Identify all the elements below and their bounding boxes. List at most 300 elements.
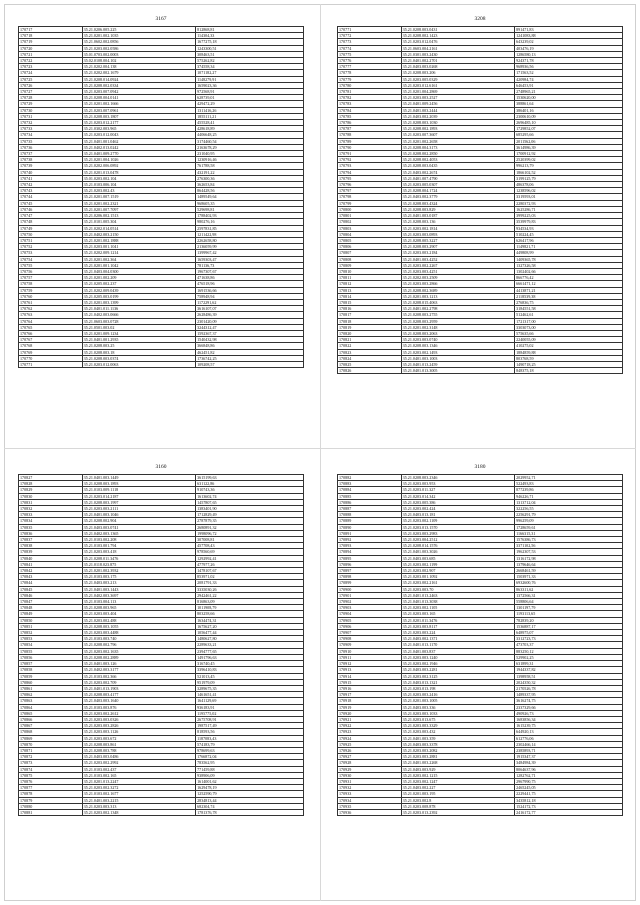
row-id-cell: 170899 [338, 580, 402, 586]
value-cell: 276836,75 [515, 299, 623, 305]
row-id-cell: 170926 [338, 747, 402, 753]
code-cell: 35.21.0208.002.4053 [401, 157, 514, 163]
value-cell: 574183,79 [196, 741, 304, 747]
code-cell: 35.21.0203.003.2826 [82, 723, 195, 729]
row-id-cell: 170909 [338, 642, 402, 648]
code-cell: 35.21.0208.003.1346 [401, 343, 514, 349]
code-cell: 35.21.0103.002.165 [82, 772, 195, 778]
row-id-cell: 170847 [19, 599, 83, 605]
row-id-cell: 170822 [338, 343, 402, 349]
value-cell: 1788402,93 [196, 213, 304, 219]
row-id-cell: 170889 [338, 518, 402, 524]
code-cell: 35.21.0101.005.304 [82, 219, 195, 225]
value-cell: 2280372,93 [515, 200, 623, 206]
value-cell: 848375,18 [515, 368, 623, 374]
value-cell: 3484984,39 [515, 760, 623, 766]
row-id-cell: 170787 [338, 126, 402, 132]
value-cell: 758948,94 [196, 293, 304, 299]
row-id-cell: 170886 [338, 499, 402, 505]
code-cell: 35.21.0203.002.0586 [82, 45, 195, 51]
row-id-cell: 170799 [338, 200, 402, 206]
code-cell: 35.21.0403.003.0268 [401, 64, 514, 70]
value-cell: 6932600,76 [515, 580, 623, 586]
value-cell: 782839,20 [515, 617, 623, 623]
row-id-cell: 170761 [19, 299, 83, 305]
value-cell: 1536887,17 [515, 623, 623, 629]
row-id-cell: 170755 [19, 262, 83, 268]
row-id-cell: 170810 [338, 268, 402, 274]
value-cell: 3539979,83 [515, 219, 623, 225]
row-id-cell: 170801 [338, 213, 402, 219]
code-cell: 35.21.0203.003.4251 [401, 268, 514, 274]
value-cell: 529698,81 [196, 206, 304, 212]
code-cell: 35.21.0203.002.1215 [401, 772, 514, 778]
row-id-cell: 170911 [338, 654, 402, 660]
code-cell: 35.21.0201.011.3476 [401, 617, 514, 623]
row-id-cell: 170932 [338, 785, 402, 791]
code-cell: 35.21.0203.003.432 [401, 729, 514, 735]
code-cell: 35.21.0208.014.1576 [401, 543, 514, 549]
value-cell: 471638,86 [196, 275, 304, 281]
value-cell: 1491796,63 [196, 654, 304, 660]
row-id-cell: 170859 [19, 673, 83, 679]
code-cell: 35.21.0203.003.8117 [401, 623, 514, 629]
table-row [19, 361, 304, 367]
row-id-cell: 170902 [338, 599, 402, 605]
value-cell: 2240055,09 [515, 337, 623, 343]
row-id-cell: 170728 [19, 95, 83, 101]
code-cell: 35.21.0203.002.43 [82, 188, 195, 194]
value-cell: 1524172,73 [515, 803, 623, 809]
code-cell: 35.21.0201.002.1888 [82, 237, 195, 243]
row-id-cell: 170829 [19, 487, 83, 493]
row-id-cell: 170779 [338, 76, 402, 82]
code-cell: 35.21.0603.004.2161 [401, 45, 514, 51]
row-id-cell: 170730 [19, 107, 83, 113]
code-cell: 35.21.0402.003.2150 [82, 231, 195, 237]
value-cell: 529902,25 [515, 654, 623, 660]
data-table [18, 474, 304, 816]
value-cell: 803258,66 [196, 611, 304, 617]
code-cell: 35.21.0401.009.2770 [82, 151, 195, 157]
row-id-cell: 170848 [19, 605, 83, 611]
row-id-cell: 170857 [19, 661, 83, 667]
row-id-cell: 170925 [338, 741, 402, 747]
code-cell: 35.21.0203.013.675 [401, 716, 514, 722]
value-cell: 924371,78 [515, 58, 623, 64]
row-id-cell: 170723 [19, 64, 83, 70]
code-cell: 35.21.0402.003.0666 [82, 312, 195, 318]
code-cell: 35.21.0401.003.1443 [82, 586, 195, 592]
value-cell: 4406648,25 [196, 132, 304, 138]
value-cell: 2675708,91 [196, 716, 304, 722]
code-cell: 35.21.0203.002.1105 [401, 605, 514, 611]
value-cell: 1311416,26 [196, 107, 304, 113]
code-cell: 35.21.0302.003.965 [82, 126, 195, 132]
value-cell: 410275,02 [515, 343, 623, 349]
code-cell: 35.21.0201.002.1035 [82, 33, 195, 39]
row-id-cell: 170896 [338, 561, 402, 567]
code-cell: 35.21.0203.003.672 [82, 735, 195, 741]
code-cell: 35.21.0401.003.1449 [82, 475, 195, 481]
row-id-cell: 170740 [19, 169, 83, 175]
code-cell: 35.21.0206.005.225 [82, 27, 195, 33]
row-id-cell: 170806 [338, 244, 402, 250]
value-cell: 2081791,33 [196, 580, 304, 586]
code-cell: 35.21.0208.003.206 [401, 70, 514, 76]
value-cell: 1490718,25 [515, 361, 623, 367]
value-cell: 2748965,21 [515, 89, 623, 95]
code-cell: 35.21.0103.002.437 [82, 766, 195, 772]
row-id-cell: 170920 [338, 710, 402, 716]
code-cell: 35.21.0201.002.3148 [401, 324, 514, 330]
row-id-cell: 170816 [338, 306, 402, 312]
row-id-cell: 170851 [19, 623, 83, 629]
row-id-cell: 170750 [19, 231, 83, 237]
value-cell: 1252590,79 [196, 791, 304, 797]
value-cell: 771459,88 [196, 766, 304, 772]
value-cell: 1302402,66 [515, 268, 623, 274]
row-id-cell: 170900 [338, 586, 402, 592]
row-id-cell: 170928 [338, 760, 402, 766]
code-cell: 35.21.0203.005.386 [401, 499, 514, 505]
value-cell: 2465245,05 [515, 785, 623, 791]
code-cell: 35.21.0201.009.1234 [82, 330, 195, 336]
value-cell: 1967307,67 [196, 268, 304, 274]
value-cell: 612776,06 [515, 735, 623, 741]
value-cell: 473703,37 [515, 642, 623, 648]
code-cell: 35.21.0208.003.788 [82, 747, 195, 753]
code-cell: 35.21.0208.003.1807 [82, 113, 195, 119]
code-cell: 35.21.0401.013.1170 [401, 642, 514, 648]
row-id-cell: 170769 [19, 349, 83, 355]
code-cell: 35.21.0203.003.2866 [401, 281, 514, 287]
code-cell: 35.21.0203.002.488 [82, 617, 195, 623]
value-cell: 1193113,65 [515, 611, 623, 617]
value-cell: 322256,55 [515, 506, 623, 512]
value-cell: 644920,13 [515, 729, 623, 735]
row-id-cell: 170885 [338, 493, 402, 499]
row-id-cell: 170862 [19, 692, 83, 698]
value-cell: 2229441,75 [515, 791, 623, 797]
row-id-cell: 170850 [19, 617, 83, 623]
row-id-cell: 170805 [338, 237, 402, 243]
value-cell: 2302466,14 [515, 741, 623, 747]
row-id-cell: 170916 [338, 685, 402, 691]
code-cell: 35.21.0203.002.424 [401, 506, 514, 512]
row-id-cell: 170865 [19, 710, 83, 716]
value-cell: 3184551,58 [515, 306, 623, 312]
code-cell: 35.21.0203.003.418 [82, 549, 195, 555]
code-cell: 35.21.0501.003.02 [82, 324, 195, 330]
value-cell: 307008,81 [196, 537, 304, 543]
value-cell: 980276,16 [196, 219, 304, 225]
code-cell: 35.21.0602.002.0856 [82, 39, 195, 45]
code-cell: 35.21.0208.015.4063 [401, 299, 514, 305]
row-id-cell: 170933 [338, 791, 402, 797]
value-cell: 1884859,88 [515, 349, 623, 355]
code-cell: 35.21.0403.004.0300 [82, 268, 195, 274]
row-id-cell: 170861 [19, 685, 83, 691]
code-cell: 35.21.0402.003.3697 [82, 592, 195, 598]
code-cell: 35.21.0203.001.1092 [401, 574, 514, 580]
row-id-cell: 170734 [19, 132, 83, 138]
data-table [18, 26, 304, 368]
value-cell: 781136,73 [196, 262, 304, 268]
sheet-title: 3208 [474, 16, 486, 22]
row-id-cell: 170746 [19, 206, 83, 212]
code-cell: 35.21.0401.013.3005 [401, 368, 514, 374]
code-cell: 35.21.0203.003.70 [401, 586, 514, 592]
row-id-cell: 170912 [338, 661, 402, 667]
row-id-cell: 170820 [338, 330, 402, 336]
code-cell: 35.21.0403.003.213 [82, 580, 195, 586]
row-id-cell: 170918 [338, 698, 402, 704]
code-cell: 35.21.0203.007.0961 [82, 107, 195, 113]
row-id-cell: 170751 [19, 237, 83, 243]
data-table [337, 474, 623, 816]
row-id-cell: 170878 [19, 791, 83, 797]
code-cell: 35.21.0401.003.4252 [401, 256, 514, 262]
code-cell: 35.21.0208.003.2959 [401, 318, 514, 324]
value-cell: 3174460,54 [196, 138, 304, 144]
row-id-cell: 170782 [338, 95, 402, 101]
code-cell: 35.21.0103.002.366 [82, 673, 195, 679]
code-cell: 35.21.0202.009.1214 [82, 250, 195, 256]
value-cell: 1728659,61 [515, 524, 623, 530]
code-cell: 35.21.0208.003.4324 [401, 200, 514, 206]
code-cell: 35.21.0403.013.1321 [401, 679, 514, 685]
value-cell: 2163678,29 [196, 144, 304, 150]
code-cell: 35.21.0208.002.796 [82, 642, 195, 648]
value-cell: 761788,58 [196, 163, 304, 169]
value-cell: 114304,33 [196, 33, 304, 39]
value-cell: 1691536,66 [196, 287, 304, 293]
value-cell: 628739,01 [196, 95, 304, 101]
sheet-3180 [337, 460, 623, 896]
row-id-cell: 170873 [19, 760, 83, 766]
value-cell: 2967990,75 [515, 778, 623, 784]
value-cell: 457708,43 [196, 543, 304, 549]
code-cell: 35.21.0203.008.878 [401, 803, 514, 809]
value-cell: 1461651,41 [196, 692, 304, 698]
code-cell: 35.21.0208.003.4177 [82, 692, 195, 698]
code-cell: 35.21.0208.002.904 [82, 518, 195, 524]
code-cell: 35.21.0203.007.0942 [82, 89, 195, 95]
value-cell: 2118539,38 [515, 293, 623, 299]
code-cell: 35.21.0201.004.1026 [82, 157, 195, 163]
row-id-cell: 170813 [338, 287, 402, 293]
code-cell: 35.21.0202.003.2509 [401, 275, 514, 281]
row-id-cell: 170745 [19, 200, 83, 206]
row-id-cell: 170807 [338, 250, 402, 256]
code-cell: 35.21.0203.003.404 [82, 611, 195, 617]
value-cell: 978560,69 [196, 549, 304, 555]
value-cell: 386401,16 [515, 107, 623, 113]
value-cell: 1286580,13 [515, 51, 623, 57]
code-cell: 35.21.0208.002.0334 [82, 82, 195, 88]
value-cell: 2289633,21 [196, 642, 304, 648]
value-cell: 1530620,00 [515, 95, 623, 101]
code-cell: 35.21.0401.009.2456 [401, 101, 514, 107]
row-id-cell: 170855 [19, 648, 83, 654]
value-cell: 2170526,78 [515, 685, 623, 691]
code-cell: 35.21.0208.002.2850 [401, 151, 514, 157]
code-cell: 35.21.0403.003.929 [401, 766, 514, 772]
code-cell: 35.21.0203.003.2416 [401, 692, 514, 698]
row-id-cell: 170752 [19, 244, 83, 250]
row-id-cell: 170901 [338, 592, 402, 598]
value-cell: 1712829,49 [196, 512, 304, 518]
value-cell: 2942461,22 [196, 592, 304, 598]
code-cell: 35.21.0401.003.359 [401, 735, 514, 741]
code-cell: 35.21.0401.003.837 [401, 648, 514, 654]
code-cell: 35.21.0118.023.875 [82, 561, 195, 567]
code-cell: 35.21.0208.002.1893 [401, 126, 514, 132]
row-id-cell: 170811 [338, 275, 402, 281]
row-id-cell: 170913 [338, 667, 402, 673]
value-cell: 863311,62 [515, 586, 623, 592]
value-cell: 2628486,39 [196, 312, 304, 318]
row-id-cell: 170856 [19, 654, 83, 660]
row-id-cell: 170748 [19, 219, 83, 225]
code-cell: 35.21.0203.002.709 [82, 679, 195, 685]
row-id-cell: 170929 [338, 766, 402, 772]
value-cell: 996259,09 [515, 518, 623, 524]
value-cell: 1238596,02 [515, 188, 623, 194]
code-cell: 35.21.0202.009.0439 [82, 287, 195, 293]
row-id-cell: 170819 [338, 324, 402, 330]
row-id-cell: 170794 [338, 169, 402, 175]
code-cell: 35.21.0403.013.181 [401, 512, 514, 518]
row-id-cell: 170757 [19, 275, 83, 281]
code-cell: 35.21.0203.003.1126 [82, 729, 195, 735]
code-cell: 35.21.0203.002.1247 [401, 778, 514, 784]
row-id-cell: 170821 [338, 337, 402, 343]
code-cell: 35.21.0103.004.113 [82, 599, 195, 605]
value-cell: 449808,99 [515, 250, 623, 256]
code-cell: 35.21.0208.005.3227 [401, 237, 514, 243]
value-cell: 1625286,71 [515, 206, 623, 212]
value-cell: 510224,45 [515, 231, 623, 237]
row-id-cell: 170883 [338, 481, 402, 487]
code-cell: 35.21.0201.003.195 [401, 791, 514, 797]
value-cell: 3312723,73 [515, 636, 623, 642]
row-id-cell: 170852 [19, 630, 83, 636]
value-cell: 3396410,83 [196, 667, 304, 673]
code-cell: 35.21.0203.003.313 [82, 803, 195, 809]
code-cell: 35.21.0208.004.1724 [401, 188, 514, 194]
value-cell: 1230916,46 [196, 157, 304, 163]
code-cell: 35.21.0203.003.0740 [401, 337, 514, 343]
value-cell: 1855111,21 [196, 113, 304, 119]
value-cell: 946226,71 [515, 493, 623, 499]
value-cell: 1071182,27 [196, 70, 304, 76]
row-id-cell: 170922 [338, 723, 402, 729]
value-cell: 1398958,51 [515, 673, 623, 679]
value-cell: 2394777,65 [196, 648, 304, 654]
row-id-cell: 170786 [338, 120, 402, 126]
value-cell: 2256291,79 [515, 512, 623, 518]
code-cell: 35.21.0203.002.1635 [82, 648, 195, 654]
value-cell: 6661471,12 [515, 281, 623, 287]
row-id-cell: 170727 [19, 89, 83, 95]
value-cell: 978699,63 [196, 747, 304, 753]
row-id-cell: 170881 [19, 809, 83, 815]
code-cell: 35.21.0403.002.3779 [401, 194, 514, 200]
value-cell: 1292992,41 [196, 555, 304, 561]
value-cell: 631122,86 [196, 481, 304, 487]
row-id-cell: 170841 [19, 561, 83, 567]
code-cell: 35.21.0203.003.2881 [401, 754, 514, 760]
value-cell: 2787879,35 [196, 518, 304, 524]
code-cell: 35.21.0208.003.2063 [401, 330, 514, 336]
value-cell: 643239,02 [515, 39, 623, 45]
value-cell: 951979,09 [196, 679, 304, 685]
row-id-cell: 170840 [19, 555, 83, 561]
code-cell: 35.21.0401.003.0187 [401, 213, 514, 219]
value-cell: 936183,91 [196, 704, 304, 710]
code-cell: 35.21.0203.003.2111 [82, 506, 195, 512]
code-cell: 35.21.0203.003.224 [401, 630, 514, 636]
value-cell: 2416172,77 [515, 809, 623, 815]
code-cell: 35.21.0203.003.3329 [401, 723, 514, 729]
row-id-cell: 170753 [19, 250, 83, 256]
row-id-cell: 170798 [338, 194, 402, 200]
row-id-cell: 170858 [19, 667, 83, 673]
value-cell: 1379646,64 [515, 561, 623, 567]
value-cell: 109208,57 [196, 361, 304, 367]
row-id-cell: 170863 [19, 698, 83, 704]
row-id-cell: 170764 [19, 318, 83, 324]
row-id-cell: 170839 [19, 549, 83, 555]
row-id-cell: 170768 [19, 343, 83, 349]
value-cell: 1736742,25 [196, 355, 304, 361]
sheet-3160 [18, 460, 304, 896]
row-id-cell: 170934 [338, 797, 402, 803]
code-cell: 35.21.0103.001.794 [82, 543, 195, 549]
code-cell: 35.21.0208.003.2346 [401, 475, 514, 481]
table-row [19, 809, 304, 815]
value-cell: 3289675,35 [196, 685, 304, 691]
row-id-cell: 170860 [19, 679, 83, 685]
row-id-cell: 170842 [19, 568, 83, 574]
value-cell: 521013,45 [196, 673, 304, 679]
value-cell: 1503971,33 [515, 574, 623, 580]
code-cell: 35.21.0203.001.1041 [82, 244, 195, 250]
value-cell: 2136059,99 [196, 244, 304, 250]
code-cell: 35.21.0203.002.2161 [401, 580, 514, 586]
value-cell: 2696485,10 [515, 120, 623, 126]
value-cell: 4413871,21 [515, 287, 623, 293]
code-cell: 35.21.0203.005.0307 [401, 182, 514, 188]
code-cell: 35.21.0208.003.136 [401, 219, 514, 225]
row-id-cell: 170891 [338, 530, 402, 536]
row-id-cell: 170914 [338, 673, 402, 679]
value-cell: 1721317,00 [515, 318, 623, 324]
row-id-cell: 170783 [338, 101, 402, 107]
value-cell: 1729852,07 [515, 126, 623, 132]
row-id-cell: 170924 [338, 735, 402, 741]
code-cell: 35.21.0203.002.2992 [82, 760, 195, 766]
row-id-cell: 170823 [338, 349, 402, 355]
value-cell: 8064637,96 [515, 766, 623, 772]
value-cell: 783562,95 [196, 760, 304, 766]
value-cell: 3199125,79 [515, 175, 623, 181]
value-cell: 2337329,66 [515, 704, 623, 710]
row-id-cell: 170781 [338, 89, 402, 95]
code-cell: 35.21.0208.003.25 [82, 343, 195, 349]
